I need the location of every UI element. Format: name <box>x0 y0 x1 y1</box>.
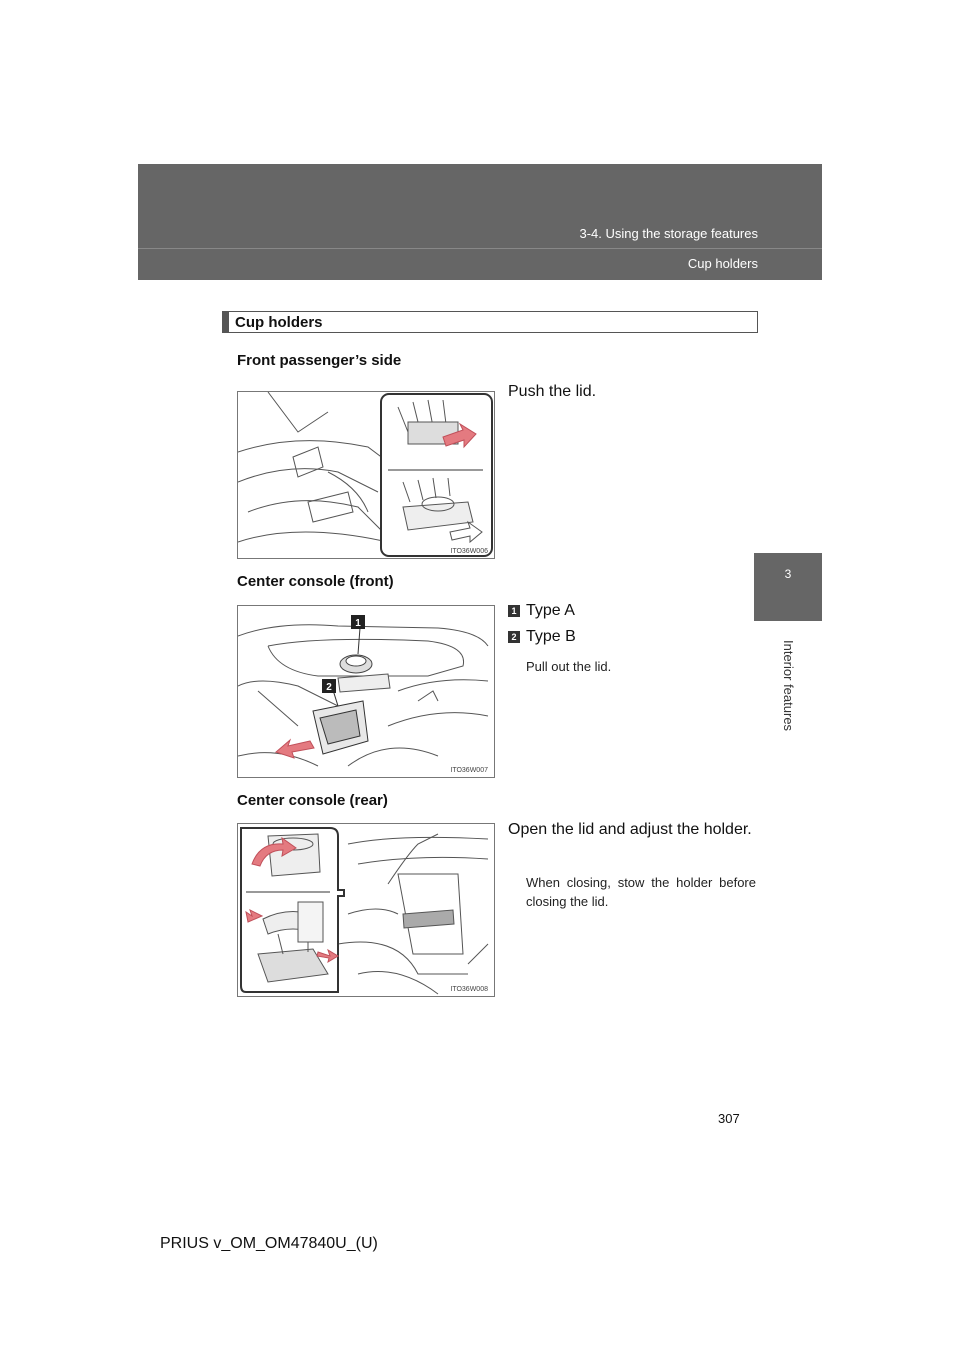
note-center-console-front: Pull out the lid. <box>526 659 612 674</box>
illustration-center-console-front <box>237 605 495 778</box>
section-heading-text: Cup holders <box>235 314 323 331</box>
chapter-tab-label <box>748 640 828 760</box>
figure-code: ITO36W007 <box>450 767 488 774</box>
callout-1-label: 1 <box>355 618 361 629</box>
chapter-tab-label-text: Interior features <box>781 640 796 732</box>
illustration-front-passenger <box>237 391 495 559</box>
section-heading <box>222 311 758 333</box>
center-console-illustration <box>238 606 495 778</box>
instruction-center-console-rear: Open the lid and adjust the holder. <box>508 821 752 838</box>
page-number: 307 <box>718 1111 740 1126</box>
section-title-header: Cup holders <box>687 256 758 271</box>
instruction-front-passenger: Push the lid. <box>508 383 597 400</box>
subheading-center-console-front: Center console (front) <box>237 573 394 590</box>
dashboard-cup-holder-illustration <box>238 392 495 559</box>
chapter-tab <box>754 553 822 621</box>
figure-code: ITO36W006 <box>450 548 488 555</box>
list-item-type-a <box>508 602 575 620</box>
number-badge-2: 2 <box>508 631 520 643</box>
chapter-tab-number: 3 <box>784 567 792 581</box>
subheading-front-passenger: Front passenger’s side <box>237 352 402 369</box>
list-item-label: Type B <box>526 628 576 645</box>
illustration-center-console-rear <box>237 823 495 997</box>
note-center-console-rear: When closing, stow the holder before closing the lid. <box>526 875 756 909</box>
document-footer: PRIUS v_OM_OM47840U_(U) <box>160 1235 378 1252</box>
callout-2-label: 2 <box>326 682 332 693</box>
page-header <box>138 164 822 280</box>
rear-console-illustration <box>238 824 495 997</box>
list-item-type-b <box>508 628 576 646</box>
header-divider <box>138 248 822 249</box>
section-heading-marker <box>223 312 229 332</box>
list-item-label: Type A <box>526 602 575 619</box>
chapter-title: 3-4. Using the storage features <box>579 226 758 241</box>
number-badge-1: 1 <box>508 605 520 617</box>
figure-code: ITO36W008 <box>450 986 488 993</box>
subheading-center-console-rear: Center console (rear) <box>237 792 388 809</box>
